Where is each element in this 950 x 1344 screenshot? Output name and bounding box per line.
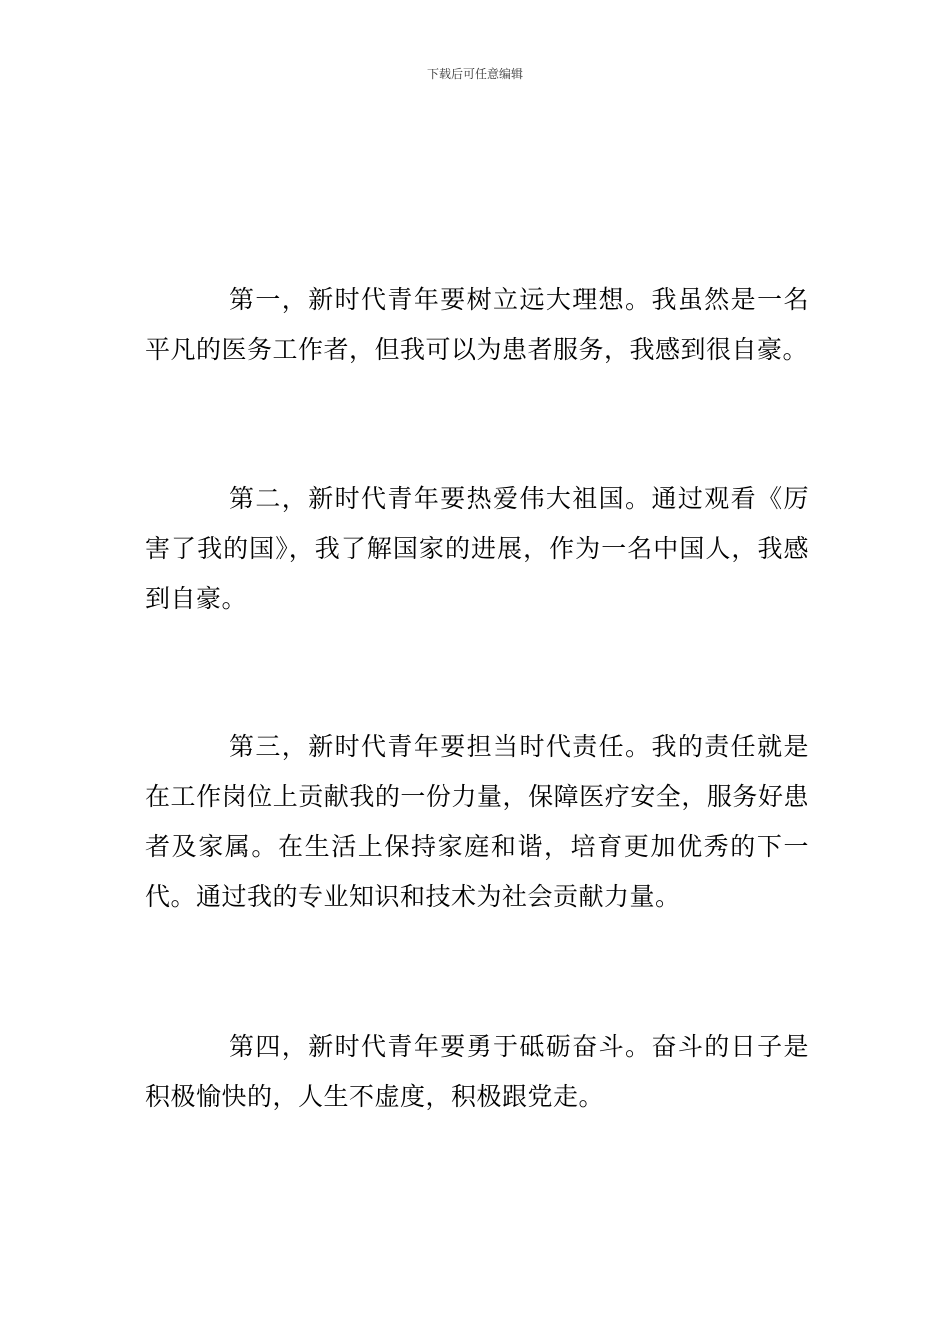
paragraph-4: 第四，新时代青年要勇于砥砺奋斗。奋斗的日子是积极愉快的，人生不虚度，积极跟党走。 [145, 1032, 809, 1111]
paragraph-3: 第三，新时代青年要担当时代责任。我的责任就是在工作岗位上贡献我的一份力量，保障医疗安全，服务好患者及家属。在生活上保持家庭和谐，培育更加优秀的下一代。通过我的专业知识和技术为社会贡献力量。 [145, 732, 809, 911]
paragraph-1: 第一，新时代青年要树立远大理想。我虽然是一名平凡的医务工作者，但我可以为患者服务，我感到很自豪。 [145, 285, 809, 364]
paragraph-2: 第二，新时代青年要热爱伟大祖国。通过观看《厉害了我的国》，我了解国家的进展，作为一名中国人，我感到自豪。 [145, 484, 809, 613]
page-header: 下载后可任意编辑 [426, 67, 523, 81]
